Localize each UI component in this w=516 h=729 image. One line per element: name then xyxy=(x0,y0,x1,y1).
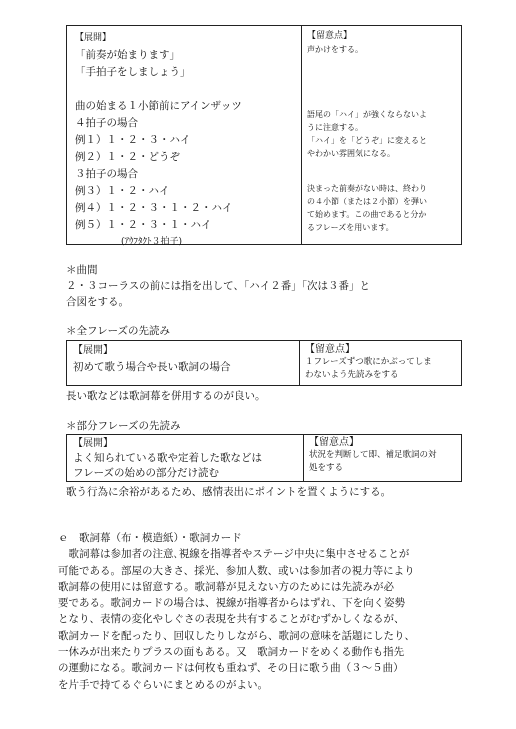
development-line: 例２）１・２・どうぞ xyxy=(75,151,180,163)
partial-phrase-after-note: 歌う行為に余裕があるため、感情表出にポイントを置くようにする。 xyxy=(66,486,392,498)
note-text: わないよう先読みをする xyxy=(305,370,399,380)
note-text: やわかい雰囲気になる。 xyxy=(307,149,395,158)
development-line: 例３）１・２・ハイ xyxy=(75,185,170,197)
paragraph-line: を片手で持てるぐらいにまとめるのがよい。 xyxy=(58,678,268,691)
full-phrase-after-note: 長い歌などは歌詞幕を併用するのが良い。 xyxy=(66,390,266,402)
notes-column xyxy=(307,30,457,234)
blank-line xyxy=(75,81,297,98)
section-interlude xyxy=(66,262,370,310)
paragraph-line: 要である。歌詞カードの場合は、視線が指導者からはずれ、下を向く姿勢 xyxy=(58,597,406,610)
section-full-phrase-title: ＊全フレーズの先読み xyxy=(66,325,171,337)
development-line: 曲の始まる１小節前にアインザッツ xyxy=(75,100,242,112)
note-text: るフレーズを用います。 xyxy=(307,223,394,232)
notes-header: 【留意点】 xyxy=(309,437,359,448)
development-line: フレーズの始めの部分だけ読む xyxy=(73,467,220,479)
note-text: 「ハイ」を「どうぞ」に変えると xyxy=(307,136,427,145)
notes-header: 【留意点】 xyxy=(307,31,353,41)
notes-column xyxy=(305,343,457,382)
paragraph-line: 歌詞幕は参加者の注意､視線を指導者やステージ中央に集中させることが xyxy=(58,548,410,561)
spacer xyxy=(307,160,457,182)
development-header: 【展開】 xyxy=(73,345,113,356)
development-line: 例１）１・２・３・ハイ xyxy=(75,134,191,146)
section-title: ｅ 歌詞幕（布・模造紙）・歌詞カード xyxy=(58,532,242,544)
development-line: 「手拍子をしましょう」 xyxy=(75,66,191,78)
development-line: 初めて歌う場合や長い歌詞の場合 xyxy=(73,361,231,373)
note-text: 決まった前奏がない時は、終わり xyxy=(307,184,427,193)
procedure-table-intro xyxy=(66,25,462,245)
note-text: 状況を判断して即、補足歌詞の対 xyxy=(309,450,437,460)
development-column xyxy=(73,436,301,481)
paragraph-line: 一休みが出来たりプラスの面もある。又 歌詞カードをめくる動作も指先 xyxy=(58,646,405,659)
development-line: 「前奏が始まります」 xyxy=(75,49,180,61)
section-line: ２・３コーラスの前には指を出して、「ハイ２番」「次は３番」と xyxy=(66,280,370,292)
auftakt-note: (ｱｳﾌﾀｸﾄ３拍子) xyxy=(121,237,183,247)
paragraph-line: 歌詞カードを配ったり、回収したりしながら、歌詞の意味を話題にしたり、 xyxy=(58,629,415,642)
note-text: １フレーズずつ歌にかぶってしま xyxy=(305,357,432,367)
note-text: 声かけをする。 xyxy=(307,45,363,54)
column-divider xyxy=(299,341,300,385)
notes-column xyxy=(309,436,459,475)
notes-header: 【留意点】 xyxy=(305,344,355,355)
paragraph-line: の運動になる。歌詞カードは何枚も重ねず、その日に歌う曲（３～５曲） xyxy=(58,662,404,675)
development-line: 例５）１・２・３・１・ハイ xyxy=(75,219,212,231)
development-line: 例４）１・２・３・１・２・ハイ xyxy=(75,202,233,214)
paragraph-line: 可能である。部屋の大きさ、採光、参加人数、或いは参加者の視力等により xyxy=(58,564,415,577)
development-line: ４拍子の場合 xyxy=(75,117,138,129)
paragraph-line: 歌詞幕の使用には留意する。歌詞幕が見えない方のためには先読みが必 xyxy=(58,580,394,593)
spacer xyxy=(307,56,457,108)
note-text: 語尾の「ハイ」が強くならないよ xyxy=(307,110,427,119)
note-text: の４小節（または２小節）を弾い xyxy=(307,197,427,206)
development-column xyxy=(75,30,297,251)
development-line: よく知られている歌や定着した歌などは xyxy=(73,452,262,464)
development-line: ３拍子の場合 xyxy=(75,168,138,180)
column-divider xyxy=(303,435,304,481)
note-text: うに注意する。 xyxy=(307,123,363,132)
full-phrase-table xyxy=(66,340,462,386)
development-header: 【展開】 xyxy=(75,33,112,43)
column-divider xyxy=(301,26,302,244)
section-line: 合図をする。 xyxy=(66,296,129,308)
note-text: て始めます。この曲であると分か xyxy=(307,210,427,219)
development-header: 【展開】 xyxy=(73,438,113,449)
section-partial-phrase-title: ＊部分フレーズの先読み xyxy=(66,420,181,432)
section-title: ＊曲間 xyxy=(66,264,98,276)
section-lyric-curtain xyxy=(58,530,468,693)
paragraph-line: となり、表情の変化やしぐさの表現を共有することがむずかしくなるが、 xyxy=(58,613,405,626)
development-column xyxy=(73,343,295,375)
partial-phrase-table xyxy=(66,434,462,482)
note-text: 処をする xyxy=(309,463,344,473)
